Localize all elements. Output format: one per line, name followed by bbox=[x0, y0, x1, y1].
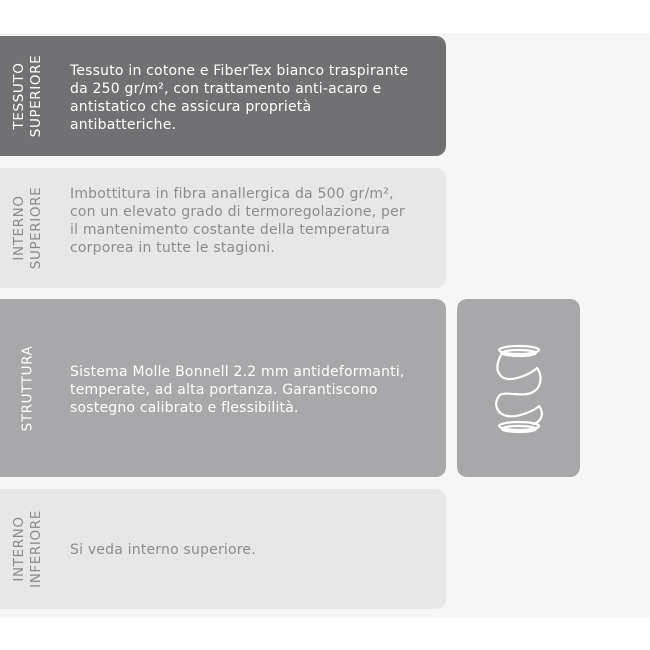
layer-label bbox=[0, 168, 56, 288]
layer-label-line1: TESSUTO bbox=[11, 62, 28, 130]
spring-image-box bbox=[457, 299, 580, 477]
layer-description: Tessuto in cotone e FiberTex bianco traspirante da 250 gr/m², con trattamento anti-acaro e antistatico che assicura proprietà antibatteriche. bbox=[70, 63, 409, 133]
layer-interno-superiore bbox=[0, 168, 446, 288]
layer-label-line1: INTERNO bbox=[11, 195, 28, 261]
layer-label bbox=[0, 489, 56, 609]
layer-label-line1: INTERNO bbox=[11, 516, 27, 582]
layer-description: Si veda interno superiore. bbox=[70, 542, 256, 558]
layer-struttura bbox=[0, 299, 446, 477]
layer-label bbox=[0, 299, 56, 477]
layer-label-line2: SUPERIORE bbox=[28, 186, 45, 270]
layer-tessuto-superiore bbox=[0, 36, 446, 156]
layer-label bbox=[0, 36, 56, 156]
layer-description: Imbottitura in fibra anallergica da 500 gr/m², con un elevato grado di termoregolazione, per il mantenimento costante della temperatura corporea in tutte le stagioni. bbox=[70, 186, 405, 256]
layer-label-line2: SUPERIORE bbox=[28, 54, 45, 138]
layer-description: Sistema Molle Bonnell 2.2 mm antideformanti, temperate, ad alta portanza. Garantiscono sostegno calibrato e flessibilità. bbox=[70, 364, 405, 416]
layer-interno-inferiore bbox=[0, 489, 446, 609]
layer-label-line1: STRUTTURA bbox=[19, 345, 36, 431]
layer-label-line2: INFERIORE bbox=[28, 510, 44, 588]
spring-icon bbox=[489, 340, 549, 436]
